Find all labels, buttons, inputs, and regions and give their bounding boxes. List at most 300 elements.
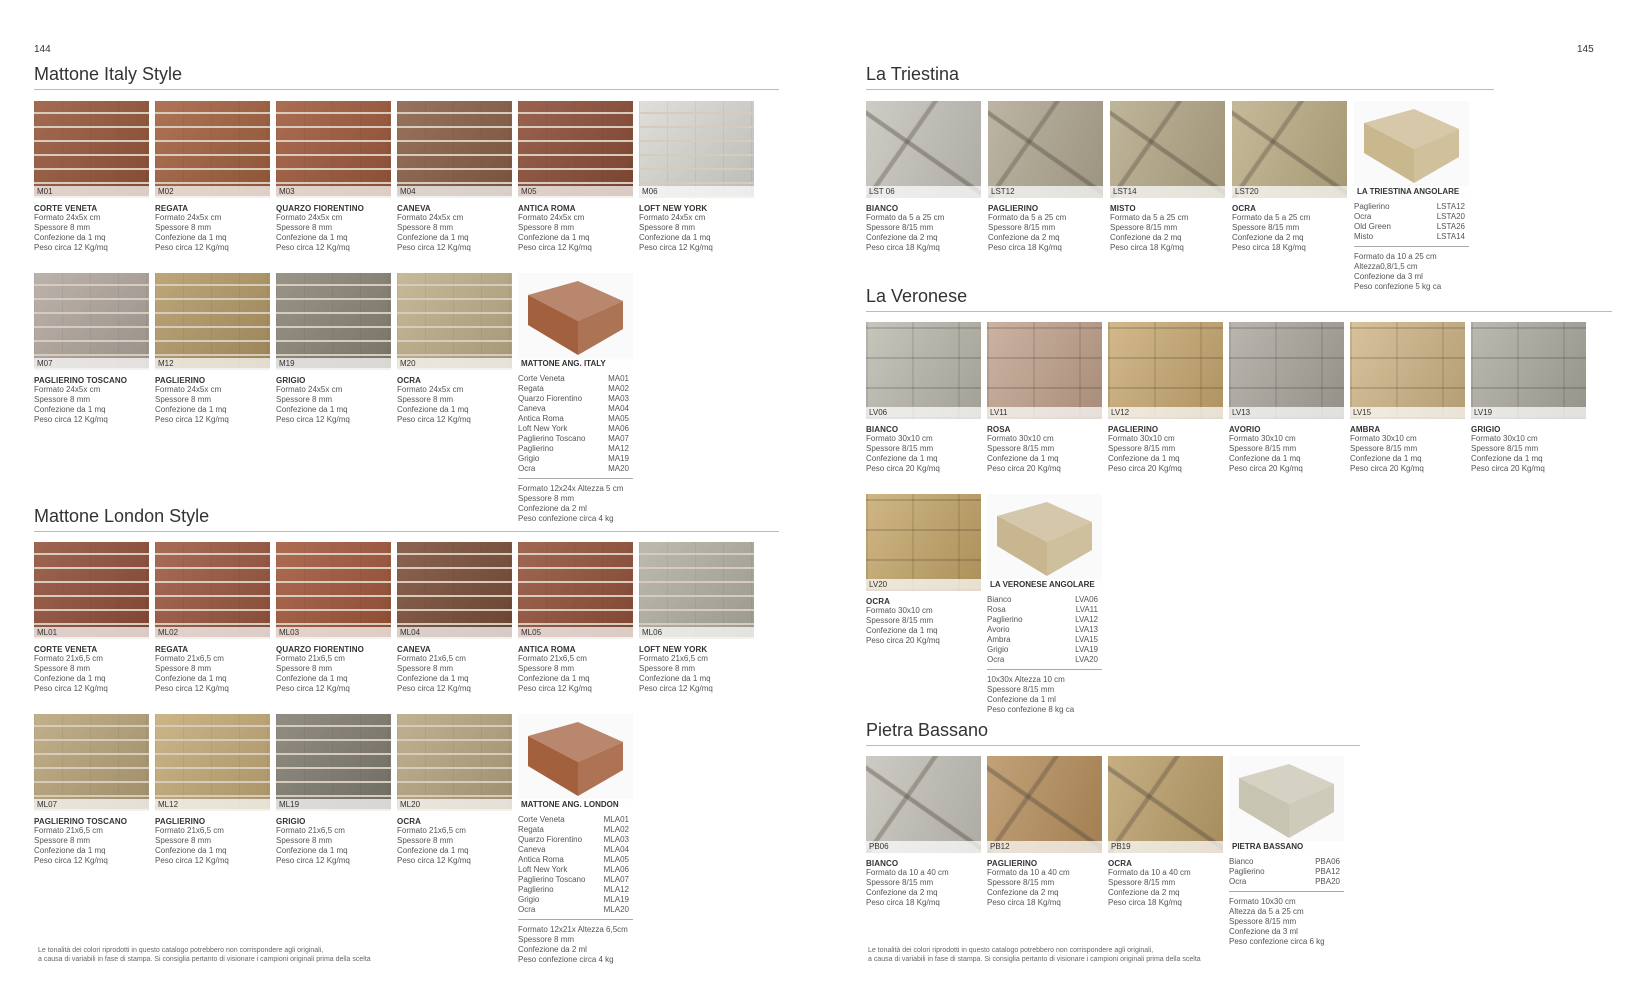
spec-line: Spessore 8/15 mm	[1110, 223, 1178, 232]
spec-line: Confezione da 1 mq	[866, 454, 938, 463]
corner-piece-image	[987, 494, 1102, 591]
spec-line: Spessore 8 mm	[397, 836, 454, 845]
variant-name: Regata	[518, 825, 544, 834]
spec-line: Formato 10x30 cm	[1229, 897, 1296, 906]
spec-line: Formato 30x10 cm	[866, 434, 933, 443]
spec-line: Peso circa 12 Kg/mq	[276, 243, 350, 252]
spec-line: Spessore 8 mm	[639, 223, 696, 232]
product-code: PB19	[1108, 841, 1223, 853]
product-code: LST 06	[866, 186, 981, 198]
product-name: OCRA	[866, 597, 890, 606]
variant-name: Rosa	[987, 605, 1006, 614]
variant-code: PBA20	[1315, 877, 1340, 886]
product-code: M19	[276, 358, 391, 370]
product-code: LST14	[1110, 186, 1225, 198]
spec-line: Confezione da 1 mq	[1350, 454, 1422, 463]
variant-name: Paglierino Toscano	[518, 434, 586, 443]
texture-swatch	[988, 101, 1103, 198]
corner-specs	[1354, 252, 1469, 292]
spec-line: Confezione da 1 mq	[1229, 454, 1301, 463]
spec-line: Confezione da 1 mq	[276, 674, 348, 683]
variant-name: Paglierino	[518, 444, 554, 453]
product-name: REGATA	[155, 204, 189, 213]
product-code: M20	[397, 358, 512, 370]
spec-line: Spessore 8 mm	[34, 836, 91, 845]
variant-row	[1229, 877, 1344, 887]
spec-line: Confezione da 1 mq	[155, 674, 227, 683]
corner-piece-image	[1229, 756, 1344, 853]
product-name: OCRA	[1108, 859, 1132, 868]
spec-line: Confezione da 2 mq	[988, 233, 1060, 242]
product-name: OCRA	[1232, 204, 1256, 213]
product-name: GRIGIO	[1471, 425, 1501, 434]
product-code: ML02	[155, 627, 270, 639]
variant-list	[1354, 202, 1469, 247]
product-card	[1108, 322, 1223, 474]
variant-row	[1354, 212, 1469, 222]
corner-label: LA TRIESTINA ANGOLARE	[1354, 186, 1469, 198]
variant-name: Antica Roma	[518, 855, 564, 864]
texture-swatch	[155, 273, 270, 370]
spec-line: Confezione da 1 mq	[155, 405, 227, 414]
variant-name: Paglierino	[1354, 202, 1390, 211]
grid-triestina	[866, 101, 1469, 292]
spec-line: Formato 30x10 cm	[1108, 434, 1175, 443]
corner-piece-image	[1354, 101, 1469, 198]
variant-row	[518, 384, 633, 394]
spec-line: Confezione da 1 mq	[276, 846, 348, 855]
texture-swatch	[397, 714, 512, 811]
variant-code: MLA03	[603, 835, 629, 844]
variant-code: MA02	[608, 384, 629, 393]
variant-code: MA07	[608, 434, 629, 443]
product-card	[866, 322, 981, 474]
page-number-left: 144	[34, 44, 51, 55]
page-number-right: 145	[1577, 44, 1594, 55]
spec-line: Formato 30x10 cm	[1350, 434, 1417, 443]
variant-name: Loft New York	[518, 424, 568, 433]
variant-code: PBA12	[1315, 867, 1340, 876]
spec-line: Formato 24x5x cm	[397, 213, 464, 222]
variant-name: Grigio	[987, 645, 1009, 654]
spec-line: Spessore 8 mm	[276, 395, 333, 404]
spec-line: Confezione da 1 mq	[34, 846, 106, 855]
variant-code: LVA11	[1075, 605, 1098, 614]
product-name: PAGLIERINO	[155, 817, 206, 826]
variant-code: MLA04	[603, 845, 629, 854]
spec-line: Formato da 10 a 40 cm	[987, 868, 1070, 877]
product-name: PAGLIERINO TOSCANO	[34, 376, 128, 385]
variant-name: Corte Veneta	[518, 815, 565, 824]
spec-line: Confezione da 1 mq	[34, 674, 106, 683]
texture-swatch	[397, 542, 512, 639]
variant-code: LVA15	[1075, 635, 1098, 644]
product-name: PAGLIERINO	[987, 859, 1038, 868]
spec-line: Confezione da 1 mq	[276, 405, 348, 414]
spec-line: Formato 21x6,5 cm	[518, 654, 587, 663]
variant-row	[987, 655, 1102, 665]
product-code: M01	[34, 186, 149, 198]
product-code: ML03	[276, 627, 391, 639]
spec-line: Confezione da 1 mq	[155, 233, 227, 242]
grid-veronese-row-2	[866, 494, 1586, 715]
spec-line: Formato 24x5x cm	[397, 385, 464, 394]
product-name: PAGLIERINO	[988, 204, 1039, 213]
variant-name: Antica Roma	[518, 414, 564, 423]
variant-row	[518, 835, 633, 845]
grid-london-row-1	[34, 542, 754, 694]
variant-code: MLA05	[603, 855, 629, 864]
spec-line: Peso circa 12 Kg/mq	[276, 856, 350, 865]
texture-swatch	[1232, 101, 1347, 198]
spec-line: Peso circa 12 Kg/mq	[397, 684, 471, 693]
product-card	[276, 714, 391, 965]
spec-line: Peso circa 20 Kg/mq	[1108, 464, 1182, 473]
product-card	[988, 101, 1103, 292]
corner-piece-illustration	[987, 494, 1102, 591]
spec-line: Formato 24x5x cm	[276, 213, 343, 222]
spec-line: Spessore 8 mm	[276, 223, 333, 232]
texture-swatch	[987, 322, 1102, 419]
spec-line: Peso confezione 8 kg ca	[987, 705, 1075, 714]
variant-code: MA03	[608, 394, 629, 403]
variant-code: MA19	[608, 454, 629, 463]
variant-row	[1354, 232, 1469, 242]
spec-line: Spessore 8/15 mm	[987, 878, 1055, 887]
spec-line: Formato da 10 a 40 cm	[1108, 868, 1191, 877]
spec-line: Confezione da 1 mq	[987, 454, 1059, 463]
product-card	[1471, 322, 1586, 474]
texture-swatch	[155, 542, 270, 639]
spec-line: Formato da 10 a 25 cm	[1354, 252, 1437, 261]
product-name: CANEVA	[397, 645, 431, 654]
spec-line: Confezione da 2 mq	[1232, 233, 1304, 242]
corner-specs	[1229, 897, 1344, 947]
variant-row	[1229, 867, 1344, 877]
variant-name: Grigio	[518, 454, 540, 463]
spec-line: Confezione da 1 mq	[639, 233, 711, 242]
spec-line: Formato 21x6,5 cm	[34, 826, 103, 835]
variant-row	[518, 404, 633, 414]
spec-line: Peso confezione circa 4 kg	[518, 955, 614, 964]
spec-line: Confezione da 1 mq	[397, 405, 469, 414]
section-title-veronese: La Veronese	[866, 286, 1612, 312]
variant-row	[518, 414, 633, 424]
product-card	[155, 101, 270, 253]
variant-row	[1354, 222, 1469, 232]
spec-line: Spessore 8/15 mm	[866, 223, 934, 232]
texture-swatch	[397, 101, 512, 198]
product-name: AMBRA	[1350, 425, 1381, 434]
product-code: M07	[34, 358, 149, 370]
spec-line: Formato 30x10 cm	[866, 606, 933, 615]
spec-line: Peso circa 12 Kg/mq	[34, 856, 108, 865]
variant-code: MLA06	[603, 865, 629, 874]
product-name: OCRA	[397, 817, 421, 826]
product-code: ML01	[34, 627, 149, 639]
spec-line: Formato 12x21x Altezza 6,5cm	[518, 925, 628, 934]
spec-line: Formato 24x5x cm	[639, 213, 706, 222]
spec-line: Spessore 8/15 mm	[1229, 444, 1297, 453]
spec-line: Spessore 8 mm	[518, 223, 575, 232]
product-card	[866, 494, 981, 715]
texture-swatch	[639, 101, 754, 198]
spec-line: Spessore 8 mm	[155, 395, 212, 404]
spec-line: Confezione da 2 mq	[1110, 233, 1182, 242]
spec-line: Spessore 8 mm	[155, 836, 212, 845]
product-name: AVORIO	[1229, 425, 1261, 434]
corner-product-card	[1354, 101, 1469, 292]
spec-line: Formato 21x6,5 cm	[276, 826, 345, 835]
variant-list	[987, 595, 1102, 670]
variant-code: LSTA12	[1436, 202, 1465, 211]
product-name: QUARZO FIORENTINO	[276, 204, 364, 213]
spec-line: Spessore 8 mm	[639, 664, 696, 673]
spec-line: Confezione da 1 mq	[518, 674, 590, 683]
spec-line: Peso circa 12 Kg/mq	[155, 415, 229, 424]
spec-line: Confezione da 1 mq	[639, 674, 711, 683]
corner-specs	[518, 925, 633, 965]
texture-swatch	[866, 101, 981, 198]
variant-row	[987, 635, 1102, 645]
product-card	[639, 542, 754, 694]
variant-list	[518, 374, 633, 479]
texture-swatch	[397, 273, 512, 370]
product-name: OCRA	[397, 376, 421, 385]
product-card	[518, 101, 633, 253]
product-name: ANTICA ROMA	[518, 204, 576, 213]
spec-line: Confezione da 1 mq	[155, 846, 227, 855]
product-code: LV13	[1229, 407, 1344, 419]
product-card	[155, 273, 270, 524]
product-name: QUARZO FIORENTINO	[276, 645, 364, 654]
spec-line: Confezione da 2 mq	[866, 888, 938, 897]
variant-row	[518, 845, 633, 855]
variant-row	[518, 434, 633, 444]
product-card	[276, 101, 391, 253]
spec-line: Confezione da 1 mq	[397, 674, 469, 683]
texture-swatch	[518, 542, 633, 639]
spec-line: Formato da 5 a 25 cm	[988, 213, 1067, 222]
variant-row	[987, 595, 1102, 605]
spec-line: Formato 12x24x Altezza 5 cm	[518, 484, 624, 493]
variant-code: LSTA26	[1436, 222, 1465, 231]
spec-line: Confezione da 1 mq	[34, 233, 106, 242]
spec-line: Peso circa 12 Kg/mq	[34, 415, 108, 424]
texture-swatch	[866, 322, 981, 419]
variant-row	[1354, 202, 1469, 212]
product-code: M03	[276, 186, 391, 198]
product-code: ML20	[397, 799, 512, 811]
variant-code: MLA07	[603, 875, 629, 884]
spec-line: Spessore 8/15 mm	[1108, 878, 1176, 887]
texture-swatch	[518, 101, 633, 198]
variant-code: MLA02	[603, 825, 629, 834]
variant-code: LVA06	[1075, 595, 1098, 604]
variant-name: Quarzo Fiorentino	[518, 394, 583, 403]
product-card	[276, 273, 391, 524]
product-name: GRIGIO	[276, 817, 306, 826]
disclaimer-line-2: a causa di variabili in fase di stampa. Si consiglia pertanto di visionare i campioni originali prima della scelta	[868, 956, 1201, 963]
spec-line: Peso circa 20 Kg/mq	[1471, 464, 1545, 473]
spec-line: Altezza da 5 a 25 cm	[1229, 907, 1304, 916]
product-name: CANEVA	[397, 204, 431, 213]
product-card	[1108, 756, 1223, 947]
spec-line: Peso circa 20 Kg/mq	[1350, 464, 1424, 473]
corner-product-card	[987, 494, 1102, 715]
product-name: PAGLIERINO	[1108, 425, 1159, 434]
variant-row	[518, 424, 633, 434]
variant-row	[518, 825, 633, 835]
spec-line: Peso circa 20 Kg/mq	[1229, 464, 1303, 473]
disclaimer-line-1: Le tonalità dei colori riprodotti in questo catalogo potrebbero non corrispondere agli originali,	[868, 947, 1154, 954]
spec-line: Peso circa 12 Kg/mq	[639, 243, 713, 252]
variant-name: Ocra	[518, 464, 536, 473]
spec-line: Peso circa 18 Kg/mq	[1232, 243, 1306, 252]
variant-name: Ocra	[518, 905, 536, 914]
spec-line: Peso circa 12 Kg/mq	[34, 243, 108, 252]
spec-line: Formato 24x5x cm	[155, 385, 222, 394]
variant-name: Ambra	[987, 635, 1011, 644]
texture-swatch	[1108, 756, 1223, 853]
product-card	[34, 101, 149, 253]
variant-name: Grigio	[518, 895, 540, 904]
spec-line: Formato 21x6,5 cm	[276, 654, 345, 663]
product-code: LV12	[1108, 407, 1223, 419]
spec-line: Peso circa 18 Kg/mq	[866, 243, 940, 252]
spec-line: Confezione da 1 mq	[34, 405, 106, 414]
variant-name: Caneva	[518, 404, 546, 413]
variant-name: Bianco	[987, 595, 1012, 604]
product-card	[397, 273, 512, 524]
section-title-bassano: Pietra Bassano	[866, 720, 1360, 746]
spec-line: Spessore 8 mm	[518, 494, 575, 503]
variant-row	[518, 885, 633, 895]
spec-line: Altezza0,8/1,5 cm	[1354, 262, 1418, 271]
disclaimer-right	[868, 946, 1201, 964]
product-code: LST20	[1232, 186, 1347, 198]
spec-line: Formato da 10 a 40 cm	[866, 868, 949, 877]
spec-line: Peso circa 12 Kg/mq	[518, 243, 592, 252]
spec-line: Confezione da 1 mq	[397, 233, 469, 242]
variant-code: MA20	[608, 464, 629, 473]
variant-row	[518, 444, 633, 454]
variant-code: MLA12	[603, 885, 629, 894]
spec-line: Spessore 8/15 mm	[987, 444, 1055, 453]
variant-code: MLA01	[603, 815, 629, 824]
spec-line: Spessore 8/15 mm	[1229, 917, 1297, 926]
variant-row	[518, 855, 633, 865]
product-code: LV15	[1350, 407, 1465, 419]
spec-line: Spessore 8 mm	[518, 935, 575, 944]
corner-piece-image	[518, 714, 633, 811]
spec-line: Formato da 5 a 25 cm	[866, 213, 945, 222]
product-code: ML05	[518, 627, 633, 639]
spec-line: Spessore 8 mm	[34, 664, 91, 673]
variant-code: LVA19	[1075, 645, 1098, 654]
variant-code: MA01	[608, 374, 629, 383]
spec-line: Spessore 8/15 mm	[866, 616, 934, 625]
spec-line: Spessore 8 mm	[397, 664, 454, 673]
spec-line: Spessore 8/15 mm	[866, 878, 934, 887]
disclaimer-left	[38, 946, 371, 964]
corner-piece-illustration	[1354, 101, 1469, 198]
variant-row	[518, 464, 633, 474]
variant-name: Quarzo Fiorentino	[518, 835, 583, 844]
variant-code: PBA06	[1315, 857, 1340, 866]
spec-line: Confezione da 1 mq	[518, 233, 590, 242]
product-card	[639, 101, 754, 253]
spec-line: Formato 24x5x cm	[518, 213, 585, 222]
spec-line: Spessore 8/15 mm	[866, 444, 934, 453]
corner-product-card	[518, 273, 633, 524]
spec-line: Peso confezione circa 6 kg	[1229, 937, 1325, 946]
spec-line: Spessore 8 mm	[34, 223, 91, 232]
spec-line: Peso circa 12 Kg/mq	[397, 415, 471, 424]
product-name: BIANCO	[866, 859, 899, 868]
corner-label: LA VERONESE ANGOLARE	[987, 579, 1102, 591]
variant-code: MA12	[608, 444, 629, 453]
spec-line: Spessore 8 mm	[397, 395, 454, 404]
corner-specs	[987, 675, 1102, 715]
product-name: BIANCO	[866, 425, 899, 434]
product-name: LOFT NEW YORK	[639, 204, 708, 213]
variant-code: LSTA14	[1436, 232, 1465, 241]
variant-code: LSTA20	[1436, 212, 1465, 221]
spec-line: Peso circa 20 Kg/mq	[987, 464, 1061, 473]
product-code: PB12	[987, 841, 1102, 853]
spec-line: Formato 30x10 cm	[987, 434, 1054, 443]
texture-swatch	[276, 542, 391, 639]
variant-code: LVA20	[1075, 655, 1098, 664]
variant-row	[518, 815, 633, 825]
variant-name: Paglierino	[518, 885, 554, 894]
spec-line: Peso circa 12 Kg/mq	[397, 856, 471, 865]
spec-line: Peso circa 12 Kg/mq	[155, 243, 229, 252]
texture-swatch	[1471, 322, 1586, 419]
spec-line: Formato 24x5x cm	[276, 385, 343, 394]
texture-swatch	[276, 273, 391, 370]
disclaimer-line-2: a causa di variabili in fase di stampa. Si consiglia pertanto di visionare i campioni originali prima della scelta	[38, 956, 371, 963]
product-card	[518, 542, 633, 694]
variant-name: Avorio	[987, 625, 1010, 634]
product-name: PAGLIERINO TOSCANO	[34, 817, 128, 826]
corner-product-card	[518, 714, 633, 965]
spec-line: Confezione da 3 ml	[1229, 927, 1298, 936]
spec-line: Confezione da 2 mq	[866, 233, 938, 242]
product-card	[866, 101, 981, 292]
corner-product-card	[1229, 756, 1344, 947]
spec-line: Spessore 8/15 mm	[1350, 444, 1418, 453]
grid-london-row-2	[34, 714, 754, 965]
section-title-triestina: La Triestina	[866, 64, 1494, 90]
product-card	[276, 542, 391, 694]
variant-list	[518, 815, 633, 920]
variant-row	[987, 605, 1102, 615]
spec-line: Peso circa 12 Kg/mq	[155, 684, 229, 693]
spec-line: Peso circa 12 Kg/mq	[276, 684, 350, 693]
variant-code: MLA19	[603, 895, 629, 904]
product-code: ML19	[276, 799, 391, 811]
spec-line: Spessore 8/15 mm	[988, 223, 1056, 232]
variant-code: MA06	[608, 424, 629, 433]
spec-line: Formato 21x6,5 cm	[34, 654, 103, 663]
product-name: BIANCO	[866, 204, 899, 213]
spec-line: Peso circa 18 Kg/mq	[987, 898, 1061, 907]
spec-line: Peso circa 20 Kg/mq	[866, 636, 940, 645]
variant-name: Regata	[518, 384, 544, 393]
corner-piece-illustration	[1229, 756, 1344, 853]
